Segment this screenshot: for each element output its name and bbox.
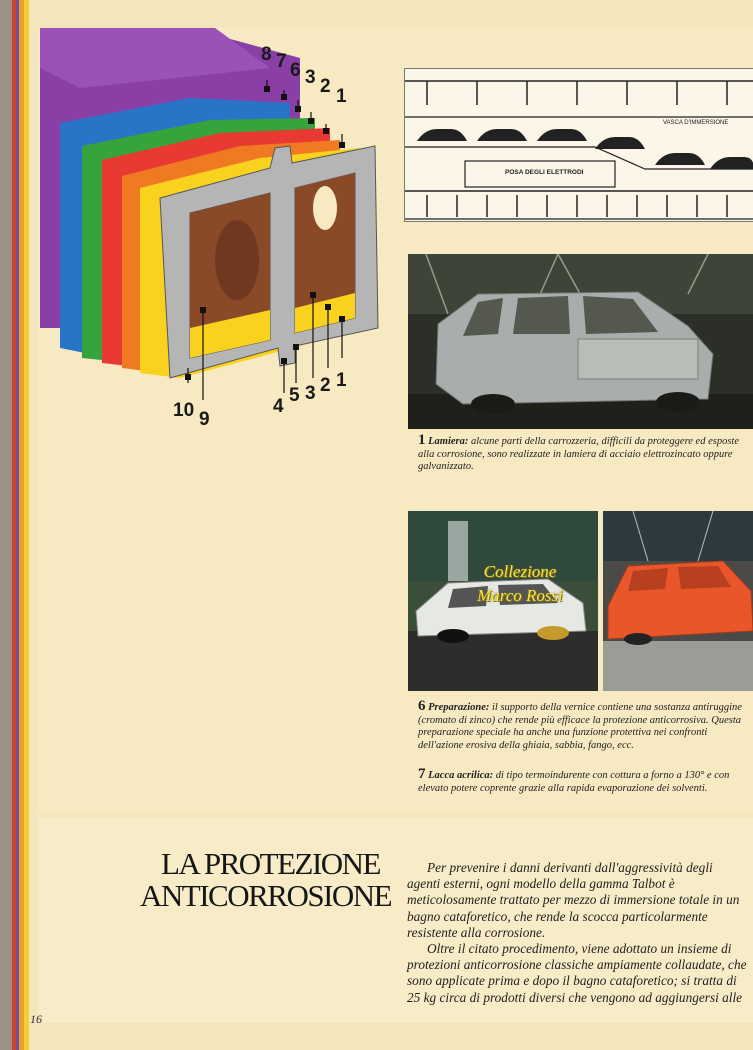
photo-primer-body	[603, 511, 753, 691]
photo-illustration	[603, 511, 753, 691]
scheme-drawing	[405, 69, 753, 221]
section-body	[407, 860, 747, 1006]
caption-preparazione: 6 Preparazione: il supporto della vernice contiene una sostanza antiruggine (cromato di zinco) che rende più efficace la protezione anticorrosiva. Questa preparazione speciale ha anche una funzione protettiva nei confronti dell'azione erosiva della ghiaia, sabbia, fango, ecc.	[418, 698, 742, 751]
scheme-tank-label: VASCA D'IMMERSIONE	[663, 120, 729, 126]
cavity-hole-left	[215, 220, 259, 300]
watermark: Collezione Marco Rossi	[477, 562, 563, 605]
section-title: LA PROTEZIONE ANTICORROSIONE	[140, 846, 392, 913]
layer-number: 7	[276, 51, 287, 72]
layer-number: 5	[289, 385, 300, 406]
photo-bare-metal-body	[408, 254, 753, 429]
photo-illustration	[408, 254, 753, 429]
layer-number: 2	[320, 76, 331, 97]
layer-number: 6	[290, 60, 301, 81]
body-paragraph: Oltre il citato procedimento, viene adottato un insieme di protezioni anticorrosione classiche ampiamente collaudate, che sono applicate prima e dopo il bagno cataforetico; si tratta di 25 kg circa di prodotti diversi che vengono ad aggiungersi alle	[407, 941, 747, 1005]
cataphoresis-scheme	[404, 68, 753, 222]
cavity-hole-right	[313, 186, 337, 230]
layer-number: 1	[336, 370, 347, 391]
layer-number: 1	[336, 86, 347, 107]
caption-lamiera: 1 Lamiera: alcune parti della carrozzeria, difficili da proteggere ed esposte alla corrosione, sono realizzate in lamiera di acciaio elettrozincato oppure galvanizzato.	[418, 432, 740, 472]
body-paragraph: Per prevenire i danni derivanti dall'aggressività degli agenti esterni, ogni modello della gamma Talbot è meticolosamente trattato per mezzo di immersione totale in un bagno cataforetico, che rende la scocca particolarmente resistente alla corrosione.	[407, 860, 740, 940]
scheme-electrodes-label: POSA DEGLI ELETTRODI	[505, 169, 584, 176]
layer-number: 10	[173, 400, 195, 421]
layer-number: 3	[305, 67, 316, 88]
layer-number: 8	[261, 44, 272, 65]
caption-lacca-acrilica: 7 Lacca acrilica: di tipo termoindurente con cottura a forno a 130° e con elevato potere coprente grazie alla rapida evaporazione dei solventi.	[418, 766, 730, 794]
layer-number: 3	[305, 383, 316, 404]
layer-number: 9	[199, 409, 210, 430]
layer-number: 2	[320, 375, 331, 396]
layer-number: 4	[273, 396, 284, 417]
page-number: 16	[30, 1012, 42, 1026]
